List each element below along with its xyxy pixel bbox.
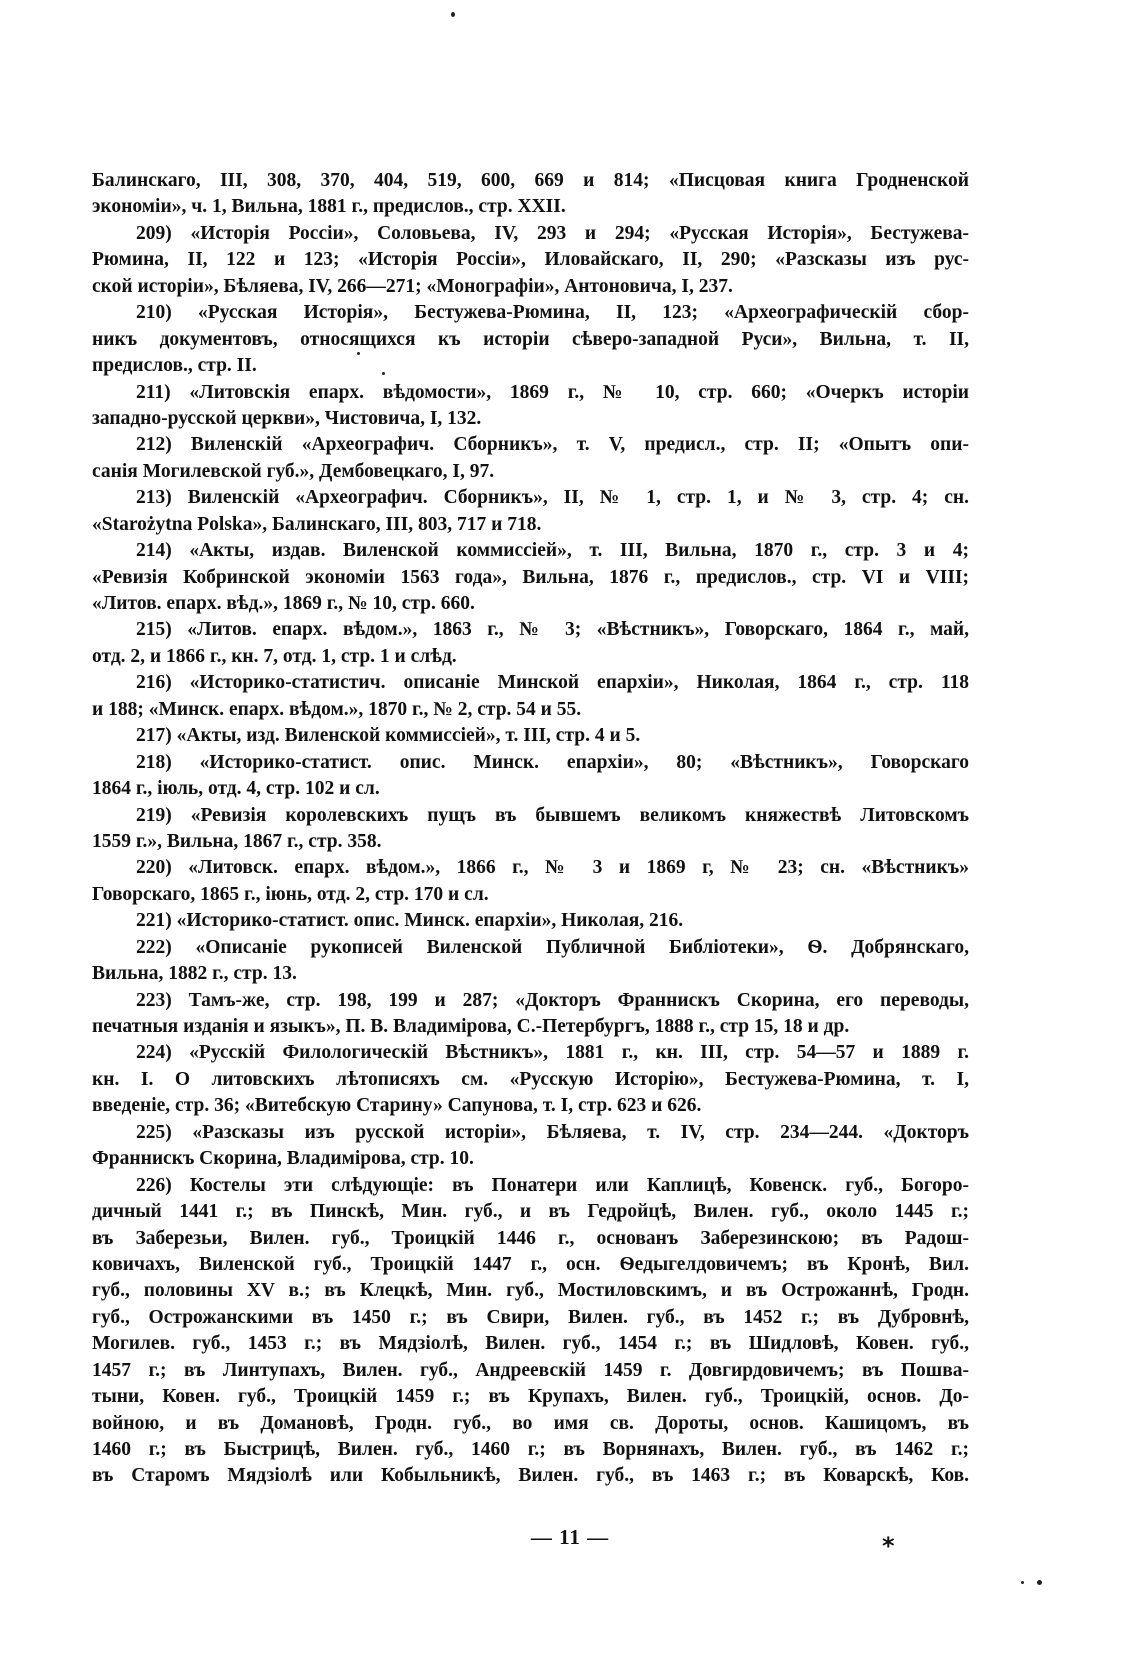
text-line: введеніе, стр. 36; «Витебскую Старину» Сапунова, т. I, стр. 623 и 626. <box>92 1095 702 1117</box>
text-line: 217) «Акты, изд. Виленской коммиссіей», т. III, стр. 4 и 5. <box>136 725 641 747</box>
text-line: Могилев. губ., 1453 г.; въ Мядзіолѣ, Вилен. губ., 1454 г.; въ Шидловѣ, Ковен. губ., <box>92 1333 969 1355</box>
text-line: санія Могилевской губ.», Дембовецкаго, I, 97. <box>92 460 495 482</box>
text-line: войною, и въ Домановѣ, Гродн. губ., во имя св. Дороты, основ. Кашицомъ, въ <box>92 1412 969 1434</box>
text-line: кн. I. О литовскихъ лѣтописяхъ см. «Русскую Исторію», Бестужева-Рюмина, т. I, <box>92 1068 969 1090</box>
text-line: ковичахъ, Виленской губ., Троицкій 1447 г., осн. Ѳедыгелдовичемъ; въ Кронѣ, Вил. <box>92 1253 969 1275</box>
text-line: 225) «Разсказы изъ русской исторіи», Бѣляева, т. IV, стр. 234—244. «Докторъ <box>136 1121 969 1143</box>
text-line: 1864 г., іюль, отд. 4, стр. 102 и сл. <box>92 778 380 800</box>
text-line: 209) «Исторія Россіи», Соловьева, IV, 293 и 294; «Русская Исторія», Бестужева- <box>136 222 969 244</box>
text-line: 219) «Ревизія королевскихъ пущъ въ бывшемъ великомъ княжествѣ Литовскомъ <box>136 804 969 826</box>
footer-mark: * <box>882 1532 895 1560</box>
text-line: 220) «Литовск. епарх. вѣдом.», 1866 г., № 3 и 1869 г, № 23; сн. «Вѣстникъ» <box>136 857 969 879</box>
text-line: «Starożytna Polska», Балинскаго, III, 803, 717 и 718. <box>92 513 542 535</box>
text-line: экономіи», ч. 1, Вильна, 1881 г., предислов., стр. XXII. <box>92 196 566 218</box>
text-line: 212) Виленскій «Археографич. Сборникъ», т. V, предисл., стр. II; «Опытъ опи- <box>136 434 969 456</box>
text-line: «Ревизія Кобринской экономіи 1563 года», Вильна, 1876 г., предислов., стр. VI и VIII; <box>92 566 969 588</box>
page-number: — 11 — <box>530 1525 610 1549</box>
text-line: Балинскаго, III, 308, 370, 404, 519, 600, 669 и 814; «Писцовая книга Гродненской <box>92 170 969 191</box>
text-line: въ Старомъ Мядзіолѣ или Кобыльникѣ, Вилен. губ., въ 1463 г.; въ Коварскѣ, Ков. <box>92 1465 969 1487</box>
text-line: 215) «Литов. епарх. вѣдом.», 1863 г., № 3; «Вѣстникъ», Говорскаго, 1864 г., май, <box>136 619 969 641</box>
text-line: 226) Костелы эти слѣдующіе: въ Понатери или Каплицѣ, Ковенск. губ., Богоро- <box>136 1174 969 1196</box>
text-line: Рюмина, II, 122 и 123; «Исторія Россіи», Иловайскаго, II, 290; «Разсказы изъ рус- <box>92 249 969 271</box>
text-line: никъ документовъ, относящихся къ исторіи сѣверо-западной Руси», Вильна, т. II, <box>92 328 969 350</box>
scan-speck <box>451 12 455 17</box>
text-line: «Литов. епарх. вѣд.», 1869 г., № 10, стр. 660. <box>92 593 475 614</box>
text-line: 1559 г.», Вильна, 1867 г., стр. 358. <box>92 830 382 852</box>
text-line: 1457 г.; въ Линтупахъ, Вилен. губ., Андреевскій 1459 г. Довгирдовичемъ; въ Пошва- <box>92 1359 969 1381</box>
text-line: дичный 1441 г.; въ Пинскѣ, Мин. губ., и въ Гедройцѣ, Вилен. губ., около 1445 г.; <box>92 1201 969 1223</box>
text-line: Франнискъ Скорина, Владимірова, стр. 10. <box>92 1148 474 1170</box>
scan-speck <box>1037 1580 1042 1585</box>
text-line: 223) Тамъ-же, стр. 198, 199 и 287; «Докторъ Франнискъ Скорина, его переводы, <box>136 989 969 1011</box>
text-line: 216) «Историко-статистич. описаніе Минской епархіи», Николая, 1864 г., стр. 118 <box>136 672 969 694</box>
text-line: 211) «Литовскія епарх. вѣдомости», 1869 г., № 10, стр. 660; «Очеркъ исторіи <box>136 381 969 403</box>
body-text <box>92 168 969 1490</box>
text-line: печатныя изданія и языкъ», П. В. Владимірова, С.-Петербургъ, 1888 г., стр 15, 18 и др. <box>92 1016 850 1037</box>
text-line: Вильна, 1882 г., стр. 13. <box>92 963 297 985</box>
text-line: ской исторіи», Бѣляева, IV, 266—271; «Монографіи», Антоновича, I, 237. <box>92 275 733 297</box>
text-line: 222) «Описаніе рукописей Виленской Публичной Библіотеки», Ѳ. Добрянскаго, <box>136 936 969 958</box>
text-line: 1460 г.; въ Быстрицѣ, Вилен. губ., 1460 г.; въ Ворнянахъ, Вилен. губ., въ 1462 г.; <box>92 1439 969 1460</box>
text-line: губ., Острожанскими въ 1450 г.; въ Свири, Вилен. губ., въ 1452 г.; въ Дубровнѣ, <box>92 1306 969 1328</box>
text-line: западно-русской церкви», Чистовича, I, 132. <box>92 407 482 429</box>
text-line: губ., половины XV в.; въ Клецкѣ, Мин. губ., Мостиловскимъ, и въ Острожаннѣ, Гродн. <box>92 1280 969 1302</box>
scan-speck <box>1021 1581 1024 1584</box>
text-line: и 188; «Минск. епарх. вѣдом.», 1870 г., № 2, стр. 54 и 55. <box>92 698 582 720</box>
text-line: 221) «Историко-статист. опис. Минск. епархіи», Николая, 216. <box>136 910 684 932</box>
text-line: предислов., стр. II. <box>92 355 257 377</box>
text-line: 224) «Русскій Филологическій Вѣстникъ», 1881 г., кн. III, стр. 54—57 и 1889 г. <box>136 1042 969 1064</box>
text-line: 218) «Историко-статист. опис. Минск. епархіи», 80; «Вѣстникъ», Говорскаго <box>136 751 969 773</box>
text-line: отд. 2, и 1866 г., кн. 7, отд. 1, стр. 1 и слѣд. <box>92 645 457 667</box>
text-line: тыни, Ковен. губ., Троицкій 1459 г.; въ Крупахъ, Вилен. губ., Троицкій, основ. До- <box>92 1386 969 1408</box>
text-line: 214) «Акты, издав. Виленской коммиссіей», т. III, Вильна, 1870 г., стр. 3 и 4; <box>136 540 969 562</box>
text-line: 213) Виленскій «Археографич. Сборникъ», II, № 1, стр. 1, и № 3, стр. 4; сн. <box>136 487 969 509</box>
text-line: Говорскаго, 1865 г., іюнь, отд. 2, стр. 170 и сл. <box>92 883 489 905</box>
text-line: 210) «Русская Исторія», Бестужева-Рюмина, II, 123; «Археографическій сбор- <box>136 302 969 324</box>
text-line: въ Заберезьи, Вилен. губ., Троицкій 1446 г., основанъ Заберезинскою; въ Радош- <box>92 1227 969 1249</box>
